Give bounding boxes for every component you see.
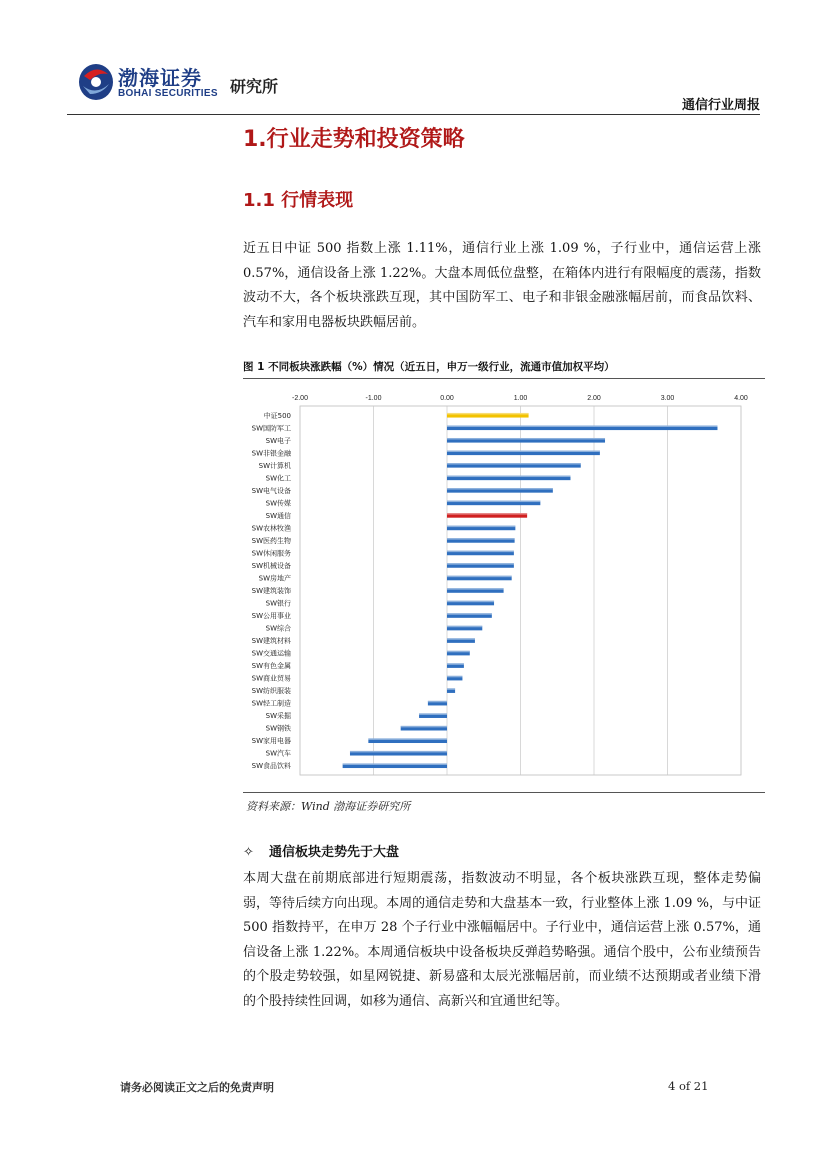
x-tick-label: 3.00 [660, 395, 675, 402]
x-tick-label: 2.00 [587, 395, 601, 402]
bar-highlight [447, 563, 514, 565]
bar-highlight [447, 451, 600, 453]
bar-group [447, 626, 482, 631]
bar-highlight [350, 751, 447, 753]
bar-highlight [447, 638, 475, 640]
bar-highlight [447, 613, 492, 615]
bar-group [447, 513, 527, 518]
category-label: SW机械设备 [251, 561, 291, 570]
category-label: SW钢铁 [265, 724, 291, 733]
bar-group [447, 476, 570, 481]
bar-highlight [447, 663, 464, 665]
section-title: 1.行业走势和投资策略 [243, 127, 465, 152]
figure-source: 资料来源：Wind 渤海证券研究所 [246, 800, 411, 813]
category-label: SW传媒 [265, 499, 291, 508]
bar-highlight [447, 501, 540, 503]
bar-group [343, 763, 447, 768]
bar-highlight [428, 701, 447, 703]
category-label: SW通信 [265, 511, 291, 520]
category-label: SW医药生物 [251, 536, 291, 545]
bar-highlight [447, 588, 504, 590]
category-label: SW轻工制造 [251, 699, 291, 708]
bar-group [419, 713, 447, 718]
category-label: SW电子 [265, 436, 291, 445]
bar-group [428, 701, 447, 706]
bar-highlight [343, 763, 447, 765]
bar-group [447, 526, 515, 531]
logo-en-text: BOHAI SECURITIES [118, 88, 218, 99]
category-label: SW商业贸易 [251, 674, 291, 683]
bar-group [447, 576, 512, 581]
x-tick-label: 0.00 [440, 395, 454, 402]
category-label: SW采掘 [265, 712, 291, 721]
bar-highlight [447, 676, 462, 678]
category-label: SW食品饮料 [251, 762, 291, 771]
bar-group [447, 588, 504, 593]
category-label: SW交通运输 [251, 649, 291, 658]
bullet-heading-row [243, 841, 399, 860]
x-tick-label: 1.00 [513, 395, 528, 402]
bar-group [447, 651, 470, 656]
bar-group [447, 551, 514, 556]
bar-group [447, 563, 514, 568]
bar-group [447, 676, 462, 681]
category-label: SW建筑材料 [251, 637, 291, 646]
bar-group [350, 751, 447, 756]
bullet-heading: 通信板块走势先于大盘 [269, 845, 400, 860]
bar-group [447, 601, 494, 606]
bar-group [447, 613, 492, 618]
company-logo [78, 60, 228, 105]
bar-group [447, 663, 464, 668]
page-number: 4 of 21 [668, 1079, 709, 1093]
category-label: SW化工 [265, 474, 291, 483]
sector-returns-chart [243, 388, 759, 784]
bar-highlight [447, 413, 529, 415]
category-label: SW农林牧渔 [251, 524, 291, 533]
bohai-logo-icon [78, 62, 114, 102]
bar-group [368, 738, 447, 743]
category-label: SW有色金属 [251, 662, 291, 671]
bar-highlight [447, 425, 717, 427]
figure-title: 图 1 不同板块涨跌幅（%）情况（近五日，申万一级行业，流通市值加权平均） [243, 361, 615, 373]
bar-highlight [401, 726, 447, 728]
bar-group [447, 688, 455, 693]
bar-highlight [419, 713, 447, 715]
diamond-star-icon: ✧ [243, 845, 254, 860]
bar-highlight [447, 688, 455, 690]
category-label: SW汽车 [265, 749, 291, 758]
category-label: SW非银金融 [251, 449, 291, 458]
subsection-title: 1.1 行情表现 [243, 190, 354, 211]
market-summary-paragraph: 近五日中证 500 指数上涨 1.11%，通信行业上涨 1.09 %，子行业中，通信运营上涨 0.57%，通信设备上涨 1.22%。大盘本周低位盘整，在箱体内进行有限幅度的震荡，指数波动不大，各个板块涨跌互现，其中国防军工、电子和非银金融涨幅居前，而食品饮料、汽车和家用电器板块跌幅居前。 [243, 241, 761, 330]
bar-highlight [447, 551, 514, 553]
bar-highlight [447, 438, 605, 440]
category-label: SW银行 [265, 599, 291, 608]
footer-disclaimer: 请务必阅读正文之后的免责声明 [120, 1081, 274, 1094]
bar-highlight [447, 513, 527, 515]
bar-group [447, 538, 515, 543]
figure-top-rule [243, 378, 765, 379]
bar-group [447, 451, 600, 456]
category-label: SW电气设备 [251, 486, 291, 495]
category-label: SW纺织服装 [251, 687, 291, 696]
bar-group [447, 413, 529, 418]
institute-label: 研究所 [230, 77, 279, 96]
bar-group [447, 638, 475, 643]
category-label: SW建筑装饰 [251, 587, 291, 595]
bar-group [447, 488, 553, 493]
bar-group [447, 501, 540, 506]
header-divider [67, 114, 760, 115]
bar-highlight [447, 538, 515, 540]
telecom-analysis-paragraph: 本周大盘在前期底部进行短期震荡，指数波动不明显，各个板块涨跌互现，整体走势偏弱，等待后续方向出现。本周的通信走势和大盘基本一致，行业整体上涨 1.09 %，与中证 500 指数持平，在申万 28 个子行业中涨幅幅居中。子行业中，通信运营上涨 0.57%，通信设备上涨 1.22%。本周通信板块中设备板块反弹趋势略强。通信个股中，公布业绩预告的个股走势较强，如星网锐捷、新易盛和太辰光涨幅居前，而业绩不达预期或者业绩下滑的个股持续性回调，如移为通信、高新兴和宜通世纪等。 [243, 871, 761, 1009]
bar-group [447, 463, 581, 468]
category-label: SW计算机 [258, 461, 291, 470]
category-label: SW公用事业 [251, 612, 291, 621]
bar-group [401, 726, 447, 731]
bar-highlight [447, 476, 570, 478]
bar-highlight [447, 526, 515, 528]
x-tick-label: -1.00 [365, 395, 382, 402]
bar-highlight [447, 576, 512, 578]
category-label: SW房地产 [258, 574, 291, 583]
bar-highlight [447, 626, 482, 628]
figure-bottom-rule [243, 792, 765, 793]
bar-group [447, 438, 605, 443]
category-label: SW综合 [265, 624, 291, 633]
bar-highlight [447, 651, 470, 653]
x-tick-label: -2.00 [292, 395, 308, 402]
bar-highlight [447, 488, 553, 490]
category-label: SW国防军工 [251, 424, 291, 433]
category-label: SW休闲服务 [251, 549, 291, 558]
bar-group [447, 425, 717, 430]
bar-highlight [368, 738, 447, 740]
logo-cn-text: 渤海证券 [118, 66, 202, 90]
category-label: SW家用电器 [251, 737, 291, 746]
bar-highlight [447, 601, 494, 603]
bar-highlight [447, 463, 581, 465]
chart-svg [243, 388, 759, 784]
category-label: 中证500 [263, 411, 291, 420]
x-tick-label: 4.00 [734, 395, 748, 402]
report-type: 通信行业周报 [681, 98, 760, 113]
